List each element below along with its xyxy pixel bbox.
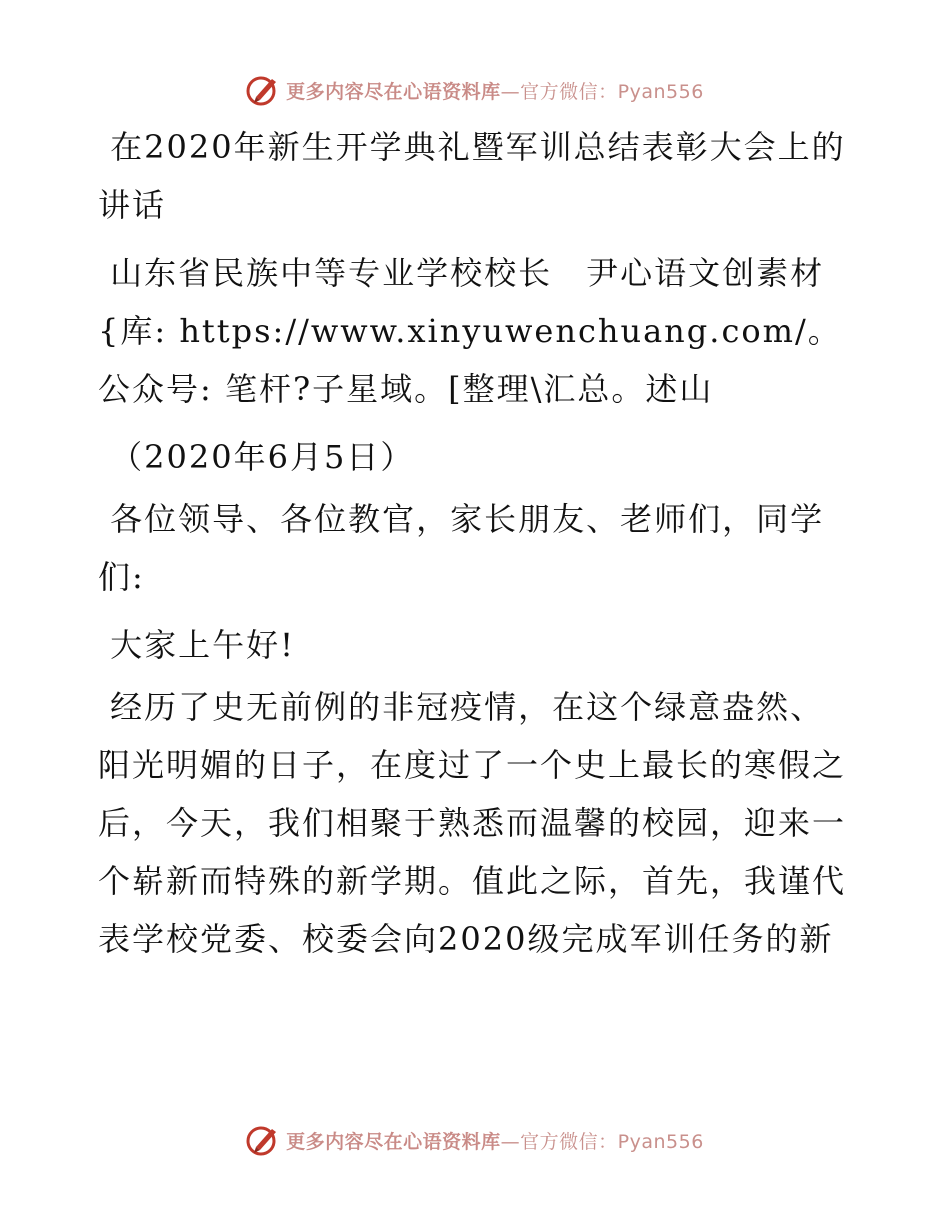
watermark-brand: 更多内容尽在心语资料库 [286,80,501,103]
greeting: 大家上午好! [98,626,296,664]
author-line: 山东省民族中等专业学校校长 尹心语文创素材{库: https://www.xinyuwenchuang.com/。公众号: 笔杆?子星域。[整理\汇总。述山 [98,254,842,408]
pen-logo-icon [246,1123,280,1157]
document-title: 在2020年新生开学典礼暨军训总结表彰大会上的讲话 [98,128,846,224]
pen-logo-icon [246,73,280,107]
watermark-wechat: —官方微信：Pyan556 [500,1130,704,1153]
document-body [98,118,850,978]
body-paragraph: 经历了史无前例的非冠疫情，在这个绿意盎然、阳光明媚的日子，在度过了一个史上最长的寒假之后，今天，我们相聚于熟悉而温馨的校园，迎来一个崭新而特殊的新学期。值此之际，首先，我谨代表学校党委、校委会向2020级完成军训任务的新 [98,688,847,958]
watermark-brand: 更多内容尽在心语资料库 [286,1130,501,1153]
watermark-wechat: —官方微信：Pyan556 [500,80,704,103]
speech-date: （2020年6月5日） [98,438,415,476]
salutation: 各位领导、各位教官，家长朋友、老师们，同学们: [98,500,825,596]
header-watermark-banner [0,70,950,110]
footer-watermark-banner [0,1120,950,1160]
watermark-text [286,1127,704,1154]
watermark-text [286,77,704,104]
